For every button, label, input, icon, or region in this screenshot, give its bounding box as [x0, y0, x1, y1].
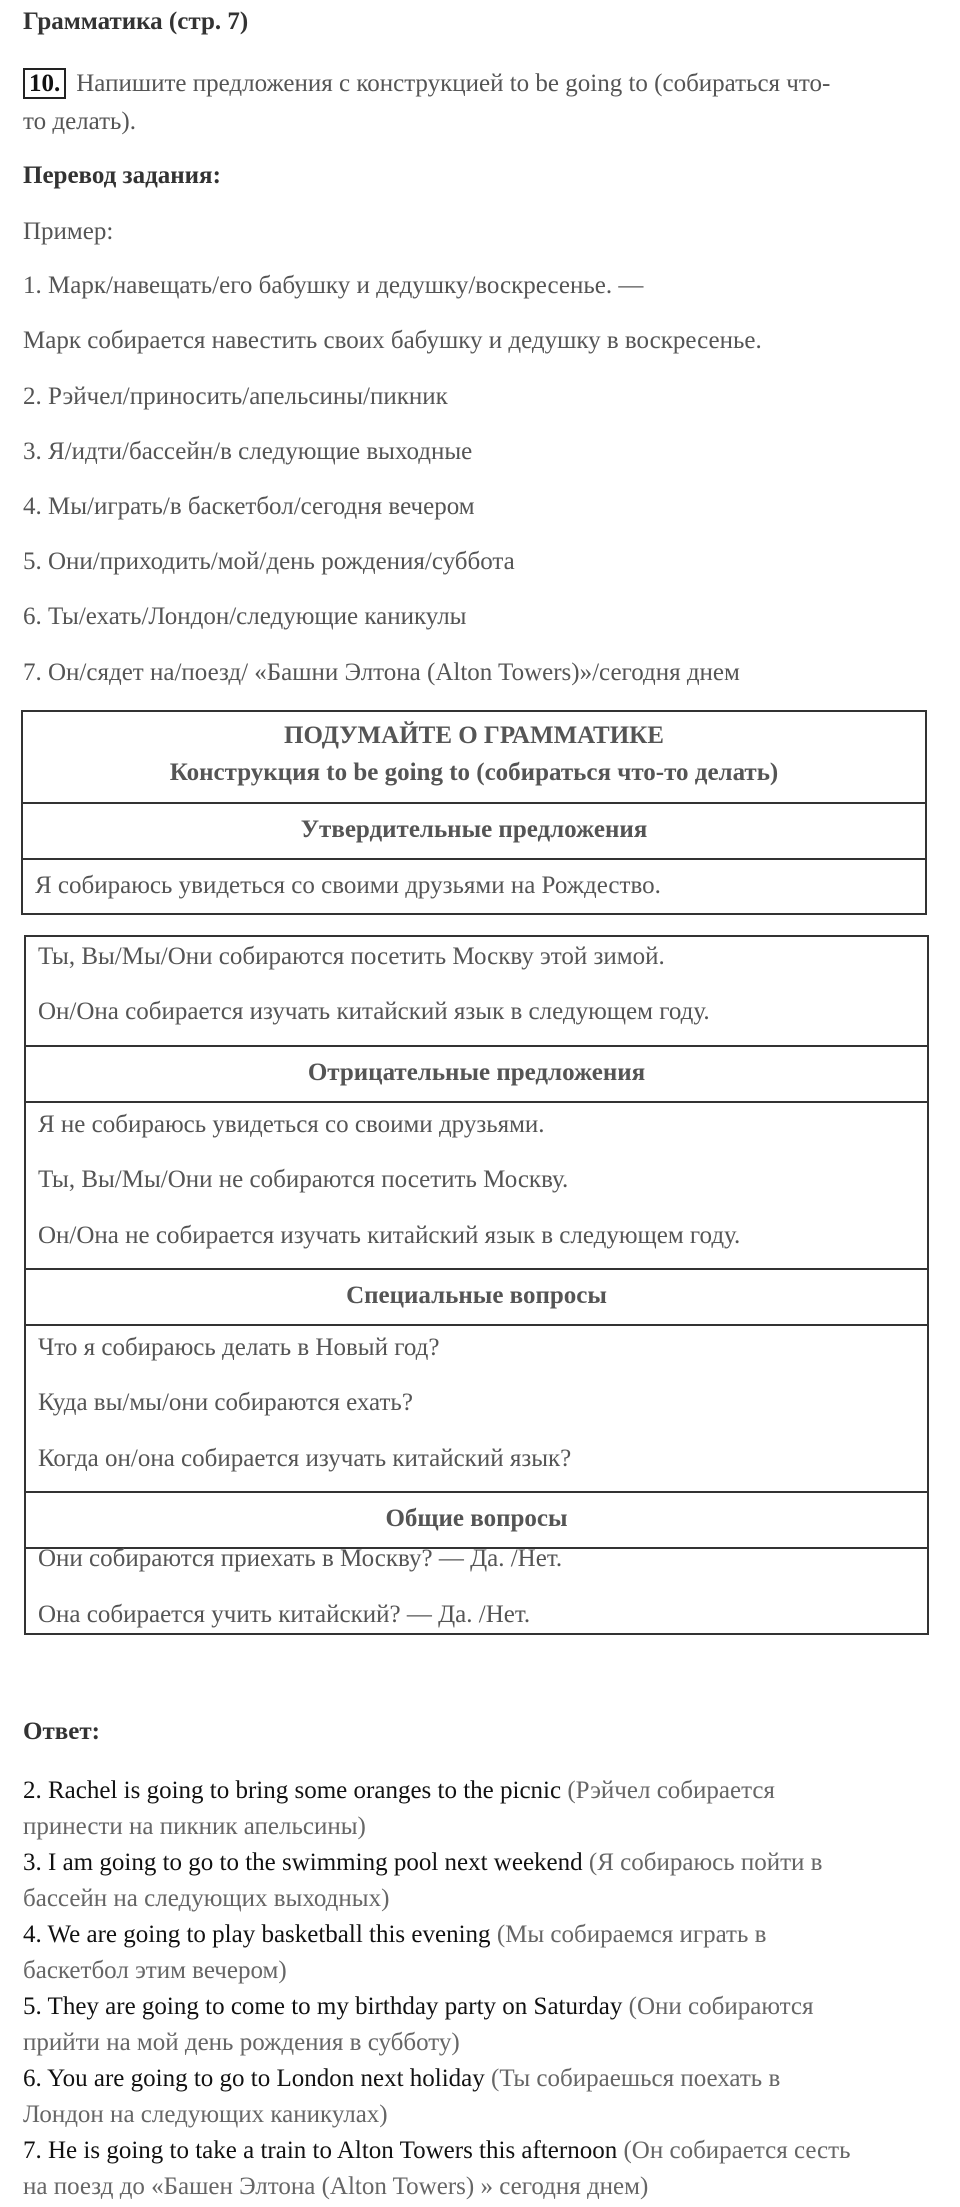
answer-english: 2. Rachel is going to bring some oranges to the picnic [23, 1777, 562, 1804]
answer-english: 6. You are going to go to London next holiday [23, 2065, 485, 2092]
grammar-table-bottom [24, 935, 929, 1635]
general-row [26, 1545, 927, 1635]
translation-line: 3. Я/идти/бассейн/в следующие выходные [23, 438, 473, 465]
special-heading-row [26, 1270, 927, 1326]
negative-heading: Отрицательные предложения [307, 1059, 646, 1086]
special-row [26, 1326, 927, 1493]
special-question: Когда он/она собирается изучать китайский язык? [38, 1445, 572, 1472]
general-question: Она собирается учить китайский? — Да. /Нет. [38, 1601, 531, 1628]
negative-row [26, 1103, 927, 1270]
answer-russian: (Он собирается сесть [617, 2137, 851, 2164]
general-heading-row [26, 1493, 927, 1549]
special-question: Куда вы/мы/они собираются ехать? [38, 1389, 413, 1416]
answer-item [23, 2061, 780, 2133]
page-title: Грамматика (стр. 7) [23, 8, 249, 35]
answer-english: 4. We are going to play basketball this evening [23, 1921, 491, 1948]
negative-sentence: Ты, Вы/Мы/Они не собираются посетить Москву. [38, 1166, 569, 1193]
answer-item [23, 1917, 766, 1989]
translation-line: 1. Марк/навещать/его бабушку и дедушку/воскресенье. — [23, 272, 644, 299]
affirmative-heading: Утвердительные предложения [300, 816, 648, 843]
answer-item [23, 2133, 850, 2205]
answer-russian-cont: Лондон на следующих каникулах) [23, 2101, 388, 2128]
instruction-line-2: то делать). [23, 108, 136, 135]
exercise-instruction [23, 68, 830, 100]
answer-russian: (Они собираются [622, 1993, 814, 2020]
answer-english: 5. They are going to come to my birthday party on Saturday [23, 1993, 623, 2020]
grammar-subtitle: Конструкция to be going to (собираться что-то делать) [169, 759, 779, 786]
answer-english: 3. I am going to go to the swimming pool next weekend [23, 1849, 583, 1876]
translation-heading: Перевод задания: [23, 162, 221, 189]
negative-sentence: Я не собираюсь увидеться со своими друзьями. [38, 1111, 545, 1138]
translation-line: 2. Рэйчел/приносить/апельсины/пикник [23, 383, 448, 410]
answer-item [23, 1989, 814, 2061]
general-heading: Общие вопросы [385, 1505, 568, 1532]
translation-line: 4. Мы/играть/в баскетбол/сегодня вечером [23, 493, 475, 520]
answer-russian-cont: бассейн на следующих выходных) [23, 1885, 390, 1912]
affirmative-row-1 [23, 860, 925, 915]
answer-english: 7. He is going to take a train to Alton Towers this afternoon [23, 2137, 618, 2164]
example-label: Пример: [23, 218, 114, 245]
translation-line: Марк собирается навестить своих бабушку и дедушку в воскресенье. [23, 327, 762, 354]
answer-russian-cont: на поезд до «Башен Элтона (Alton Towers) » сегодня днем) [23, 2173, 649, 2200]
special-question: Что я собираюсь делать в Новый год? [38, 1334, 440, 1361]
answer-russian-cont: баскетбол этим вечером) [23, 1957, 287, 1984]
affirmative-row-2 [26, 937, 927, 1047]
answer-russian: (Я собираюсь пойти в [582, 1849, 823, 1876]
affirmative-sentence: Он/Она собирается изучать китайский язык в следующем году. [38, 998, 710, 1025]
answer-russian-cont: прийти на мой день рождения в субботу) [23, 2029, 460, 2056]
special-heading: Специальные вопросы [346, 1282, 607, 1309]
answer-item [23, 1773, 775, 1845]
negative-sentence: Он/Она не собирается изучать китайский язык в следующем году. [38, 1222, 741, 1249]
answer-russian: (Мы собираемся играть в [490, 1921, 767, 1948]
translation-line: 6. Ты/ехать/Лондон/следующие каникулы [23, 603, 467, 630]
answer-russian: (Рэйчел собирается [561, 1777, 775, 1804]
general-question: Они собираются приехать в Москву? — Да. /Нет. [38, 1545, 563, 1572]
translation-line: 7. Он/сядет на/поезд/ «Башни Элтона (Alton Towers)»/сегодня днем [23, 659, 740, 686]
affirmative-heading-row [23, 804, 925, 860]
instruction-line-1: Напишите предложения с конструкцией to be going to (собираться что- [76, 70, 831, 97]
answer-russian-cont: принести на пикник апельсины) [23, 1813, 366, 1840]
grammar-title-row [23, 712, 925, 804]
answer-item [23, 1845, 823, 1917]
answer-russian: (Ты собираешься поехать в [484, 2065, 781, 2092]
translation-line: 5. Они/приходить/мой/день рождения/суббота [23, 548, 515, 575]
affirmative-sentence: Ты, Вы/Мы/Они собираются посетить Москву этой зимой. [38, 943, 665, 970]
negative-heading-row [26, 1047, 927, 1103]
grammar-title: ПОДУМАЙТЕ О ГРАММАТИКЕ [284, 722, 664, 749]
affirmative-sentence: Я собираюсь увидеться со своими друзьями на Рождество. [35, 872, 661, 899]
answer-heading: Ответ: [23, 1718, 100, 1745]
grammar-table-top [21, 710, 927, 915]
exercise-number: 10. [23, 68, 66, 99]
